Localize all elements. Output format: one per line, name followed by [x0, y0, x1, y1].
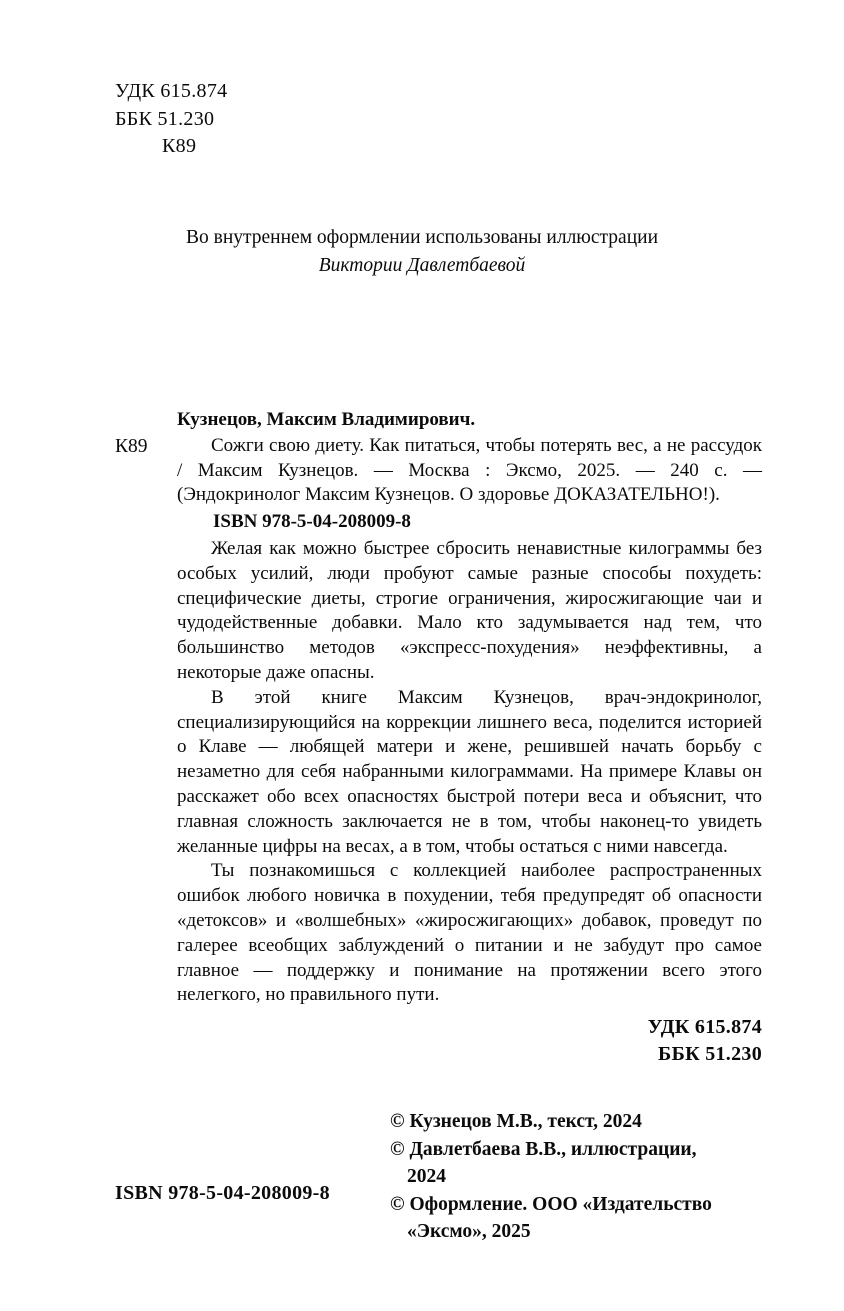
- author-sign-top: К89: [162, 135, 197, 157]
- illustrator-name: Виктории Давлетбаевой: [318, 255, 526, 276]
- isbn-bottom: ISBN 978-5-04-208009-8: [115, 1182, 330, 1204]
- annotation-paragraph-2: В этой книге Максим Кузнецов, врач-эндокринолог, специализирующийся на коррекции лишнего веса, поделится историей о Клаве — любящей матери и жене, решившей начать борьбу с незаметно для себя набранными килограммами. На примере Клавы он расскажет обо всех опасностях быстрой потери веса и объяснит, что главная сложность заключается не в том, чтобы наконец-то увидеть желанные цифры на весах, а в том, чтобы остаться с ними навсегда.: [177, 686, 762, 857]
- annotation-paragraph-1: Желая как можно быстрее сбросить ненавистные килограммы без особых усилий, люди пробуют самые разные способы похудеть: специфические диеты, строгие ограничения, жиросжигающие чаи и чудодейственные добавки. Мало кто задумывается над тем, что большинство методов «экспресс-похудения» неэффективны, а некоторые даже опасны.: [177, 537, 762, 683]
- bibliographic-entry: [115, 408, 762, 1068]
- bbk-code-top: ББК 51.230: [115, 107, 215, 130]
- copyright-line-illustrations: © Давлетбаева В.В., иллюстрации, 2024: [390, 1138, 697, 1187]
- udc-code-bottom: УДК 615.874: [647, 1016, 762, 1039]
- entry-author-heading: Кузнецов, Максим Владимирович.: [177, 409, 476, 430]
- copyright-line-text: © Кузнецов М.В., текст, 2024: [390, 1111, 642, 1132]
- author-sign-margin: К89: [115, 435, 148, 457]
- top-classification-codes: [115, 78, 227, 161]
- bottom-classification-codes: [177, 1014, 762, 1068]
- biblio-description: Сожги свою диету. Как питаться, чтобы потерять вес, а не рассудок / Максим Кузнецов. — Москва : Эксмо, 2025. — 240 с. — (Эндокринолог Максим Кузнецов. О здоровье ДОКАЗАТЕЛЬНО!).: [177, 434, 762, 506]
- bbk-code-bottom: ББК 51.230: [658, 1043, 762, 1066]
- isbn-entry: ISBN 978-5-04-208009-8: [213, 511, 411, 533]
- biblio-description-wrap: [115, 434, 762, 508]
- illustration-credit: [0, 224, 844, 280]
- copyright-block: [390, 1108, 730, 1246]
- annotation-paragraph-3: Ты познакомишься с коллекцией наиболее распространенных ошибок любого новичка в похудении, тебя предупредят об опасности «детоксов» и «волшебных» «жиросжигающих» добавок, проведут по галерее всеобщих заблуждений о питании и не забудут про самое главное — поддержку и понимание на протяжении всего этого нелегкого, но правильного пути.: [177, 860, 762, 1006]
- illustration-credit-line1: Во внутреннем оформлении использованы иллюстрации: [185, 227, 659, 248]
- copyright-line-publisher: © Оформление. ООО «Издательство «Эксмо», 2025: [390, 1193, 712, 1242]
- udc-code-top: УДК 615.874: [115, 80, 228, 102]
